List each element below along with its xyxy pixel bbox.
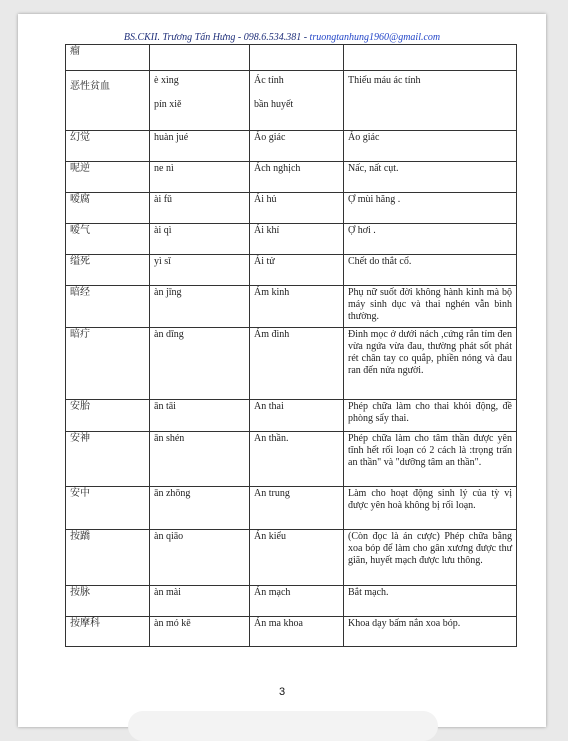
- table-row: [66, 400, 517, 432]
- sino-viet-cell: Ám kinh: [250, 286, 344, 328]
- sino-viet-cell: [250, 71, 344, 131]
- pinyin-cell: àn jīng: [150, 286, 250, 328]
- sino-viet-cell: Ải tử: [250, 255, 344, 286]
- chinese-term: 缢死: [66, 255, 150, 286]
- chinese-term: 嗳腐: [66, 193, 150, 224]
- chinese-term: 嗳气: [66, 224, 150, 255]
- header-email[interactable]: truongtanhung1960@gmail.com: [309, 32, 441, 43]
- meaning-cell: Chết do thắt cổ.: [344, 255, 517, 286]
- pinyin-text: è xìng pín xiě: [154, 75, 182, 110]
- sino-viet-cell: Án kiểu: [250, 530, 344, 586]
- sino-viet-cell: Ái khí: [250, 224, 344, 255]
- pinyin-cell: àn mài: [150, 586, 250, 617]
- sino-viet-cell: Ái hủ: [250, 193, 344, 224]
- pinyin-cell: àn qiāo: [150, 530, 250, 586]
- table-row: [66, 71, 517, 131]
- table-row: [66, 224, 517, 255]
- page-header: [18, 32, 546, 43]
- sino-viet-cell: An trung: [250, 487, 344, 530]
- table-row: [66, 131, 517, 162]
- meaning-cell: Nấc, nất cụt.: [344, 162, 517, 193]
- pinyin-cell: ān zhōng: [150, 487, 250, 530]
- header-text: BS.CKII. Trương Tấn Hưng - 098.6.534.381 -: [123, 32, 310, 43]
- pinyin-cell: [150, 71, 250, 131]
- table-row: [66, 286, 517, 328]
- table-row: [66, 617, 517, 647]
- meaning-cell: Ợ hơi .: [344, 224, 517, 255]
- chinese-term: 呢逆: [66, 162, 150, 193]
- page-number: 3: [278, 686, 286, 698]
- table-row: [66, 432, 517, 487]
- pinyin-cell: ài fǔ: [150, 193, 250, 224]
- viewer-toolbar-pill[interactable]: [128, 711, 438, 741]
- chinese-term: 幻觉: [66, 131, 150, 162]
- pinyin-cell: huàn jué: [150, 131, 250, 162]
- meaning-cell: Phép chữa làm cho thai khỏi động, đề phòng sẩy thai.: [344, 400, 517, 432]
- pinyin-cell: àn mó kē: [150, 617, 250, 647]
- sino-viet-cell: An thai: [250, 400, 344, 432]
- sino-viet-text: Ác tính bần huyết: [254, 75, 294, 110]
- meaning-cell: (Còn đọc là án cược) Phép chữa bằng xoa bóp để làm cho gân xương được thư giãn, huyết mạch được lưu thông.: [344, 530, 517, 586]
- sino-viet-cell: Án ma khoa: [250, 617, 344, 647]
- meaning-cell: Khoa dạy bấm nắn xoa bóp.: [344, 617, 517, 647]
- chinese-term: 按蹻: [66, 530, 150, 586]
- sino-viet-cell: Ách nghịch: [250, 162, 344, 193]
- chinese-term: 安神: [66, 432, 150, 487]
- chinese-term: 恶性贫血: [66, 71, 150, 131]
- chinese-term: 瘤: [66, 45, 150, 71]
- sino-viet-cell: Án mạch: [250, 586, 344, 617]
- chinese-term: 安中: [66, 487, 150, 530]
- chinese-term: 安胎: [66, 400, 150, 432]
- vocabulary-table: [65, 44, 517, 647]
- meaning-cell: Đinh mọc ở dưới nách ,cứng rắn tím đen vừa ngứa vừa đau, thường phát sốt phát rét chân tay co quắp, phiền nóng và đau ran đến nửa người.: [344, 328, 517, 400]
- meaning-cell: Thiếu máu ác tính: [344, 71, 517, 131]
- table-row: [66, 45, 517, 71]
- chinese-term: 按摩科: [66, 617, 150, 647]
- table-row: [66, 162, 517, 193]
- table-row: [66, 193, 517, 224]
- chinese-term: 暗疔: [66, 328, 150, 400]
- meaning-cell: [344, 45, 517, 71]
- pinyin-cell: ān tāi: [150, 400, 250, 432]
- chinese-term: 按脉: [66, 586, 150, 617]
- pinyin-cell: ān shén: [150, 432, 250, 487]
- meaning-cell: Làm cho hoạt động sinh lý của tỳ vị được yên hoà không bị rối loạn.: [344, 487, 517, 530]
- pinyin-cell: ài qì: [150, 224, 250, 255]
- sino-viet-cell: An thần.: [250, 432, 344, 487]
- sino-viet-cell: Ảo giác: [250, 131, 344, 162]
- meaning-cell: Bắt mạch.: [344, 586, 517, 617]
- table-row: [66, 487, 517, 530]
- table-row: [66, 255, 517, 286]
- meaning-cell: Phép chữa làm cho tâm thần được yên tĩnh hết rối loạn có 2 cách là :trọng trấn an thần" và "dưỡng tâm an thần".: [344, 432, 517, 487]
- document-page: [18, 14, 546, 727]
- table-row: [66, 328, 517, 400]
- sino-viet-cell: [250, 45, 344, 71]
- meaning-cell: Phụ nữ suốt đời không hành kinh mà bộ máy sinh dục và thai nghén vẫn bình thường.: [344, 286, 517, 328]
- pinyin-cell: àn dīng: [150, 328, 250, 400]
- table-row: [66, 530, 517, 586]
- chinese-term: 暗经: [66, 286, 150, 328]
- meaning-cell: Ảo giác: [344, 131, 517, 162]
- pinyin-cell: yì sǐ: [150, 255, 250, 286]
- meaning-cell: Ợ mùi hăng .: [344, 193, 517, 224]
- table-row: [66, 586, 517, 617]
- sino-viet-cell: Ám đinh: [250, 328, 344, 400]
- pinyin-cell: ne nì: [150, 162, 250, 193]
- pinyin-cell: [150, 45, 250, 71]
